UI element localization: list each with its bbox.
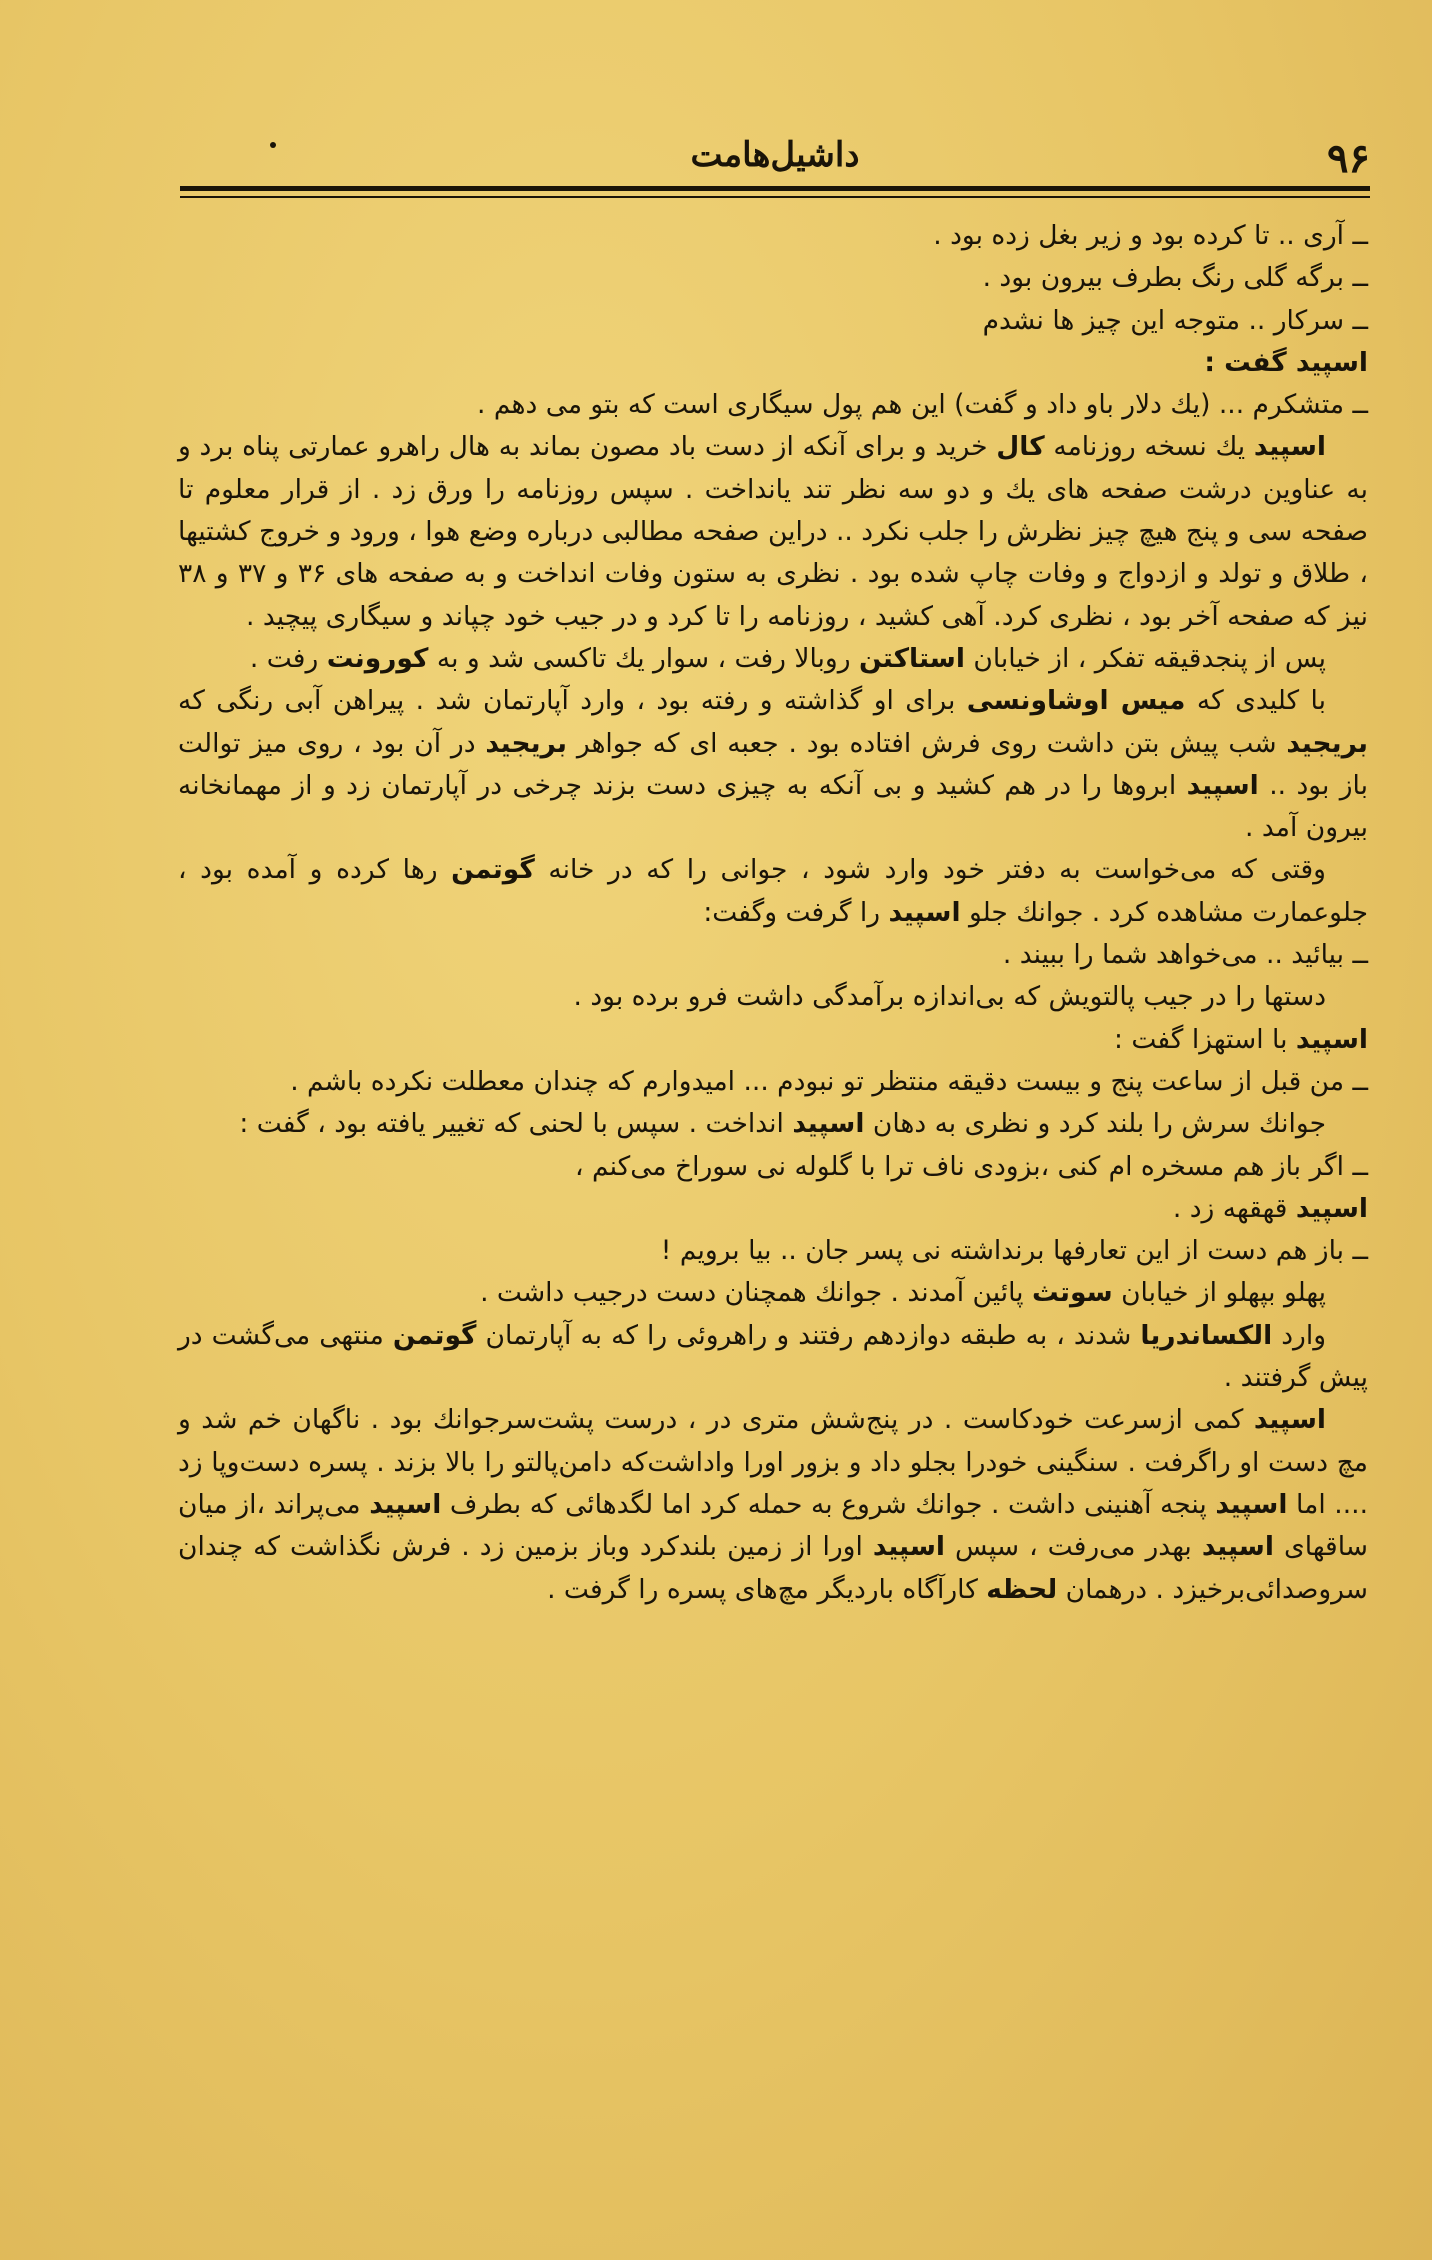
body-text bbox=[178, 215, 1368, 1611]
bold-name-text: گفت : bbox=[1204, 346, 1296, 378]
paragraph bbox=[178, 680, 1368, 849]
paragraph bbox=[178, 1399, 1368, 1610]
paragraph-text: روبالا رفت ، سوار یك تاکسی شد و به bbox=[428, 642, 859, 674]
paragraph bbox=[178, 384, 1368, 426]
bold-name-text: بریجید bbox=[1286, 727, 1368, 759]
paragraph-text: ــ برگه گلی رنگ بطرف بیرون بود . bbox=[982, 262, 1368, 294]
paragraph-text: با استهزا گفت : bbox=[1114, 1023, 1296, 1055]
bold-name-text: گوتمن bbox=[392, 1319, 477, 1351]
bold-name-text: کال bbox=[996, 431, 1045, 463]
bold-name-text: اسپید bbox=[1253, 1404, 1326, 1436]
bold-name-text: اسپید bbox=[1295, 1023, 1368, 1055]
paragraph-text: یك نسخه روزنامه bbox=[1044, 431, 1254, 463]
paragraph-text: کارآگاه باردیگر مچ‌های پسره را گرفت . bbox=[547, 1573, 987, 1605]
paragraph-text: ــ من قبل از ساعت پنج و بیست دقیقه منتظر تو نبودم ... امیدوارم که چندان معطلت نکرده باشم . bbox=[290, 1065, 1368, 1097]
paragraph-text: ــ سرکار .. متوجه این چیز ها نشدم bbox=[982, 304, 1368, 336]
bold-name-text: اسپید bbox=[1201, 1531, 1274, 1563]
paragraph bbox=[178, 1315, 1368, 1400]
bold-name-text: اسپید bbox=[792, 1108, 865, 1140]
paragraph-text: ــ باز هم دست از این تعارفها برنداشته نی پسر جان .. بیا برویم ! bbox=[660, 1235, 1368, 1267]
bold-name-text: اسپید bbox=[1215, 1488, 1288, 1520]
paragraph-text: پنجه آهنینی داشت . جوانك شروع به حمله کرد اما لگدهائی که بطرف bbox=[441, 1488, 1216, 1520]
paragraph bbox=[178, 300, 1368, 342]
paragraph bbox=[178, 849, 1368, 934]
paragraph bbox=[178, 215, 1368, 257]
paragraph-text: اورا از زمین بلندکرد وباز بزمین زد . فرش نگذاشت که چندان سروصدائی‌برخیزد . درهمان bbox=[178, 1531, 1368, 1605]
paragraph-text: وقتی که می‌خواست به دفتر خود وارد شود ، جوانی را که در خانه bbox=[534, 854, 1326, 886]
header-rule-thick bbox=[180, 186, 1370, 191]
paragraph bbox=[178, 934, 1368, 976]
paragraph-text: با کلیدی که bbox=[1185, 685, 1326, 717]
paragraph bbox=[178, 1230, 1368, 1272]
bold-name-text: لحظه bbox=[986, 1573, 1058, 1605]
paragraph bbox=[178, 1188, 1368, 1230]
paragraph-text: ــ اگر باز هم مسخره ام کنی ،بزودی ناف ترا با گلوله نی سوراخ می‌کنم ، bbox=[575, 1150, 1368, 1182]
paragraph bbox=[178, 1272, 1368, 1314]
paragraph-text: پائین آمدند . جوانك همچنان دست درجیب داشت . bbox=[480, 1277, 1032, 1309]
paragraph-text: قهقهه زد . bbox=[1172, 1192, 1296, 1224]
paragraph bbox=[178, 426, 1368, 637]
paragraph-text: ــ بیائید .. می‌خواهد شما را ببیند . bbox=[1002, 939, 1368, 971]
paragraph-text: انداخت . سپس با لحنی که تغییر یافته بود ، گفت : bbox=[239, 1108, 793, 1140]
paragraph bbox=[178, 1103, 1368, 1145]
paragraph-text: شدند ، به طبقه دوازدهم رفتند و راهروئی را که به آپارتمان bbox=[476, 1319, 1141, 1351]
paragraph-text: بهدر می‌رفت ، سپس bbox=[944, 1531, 1202, 1563]
paragraph-text: برای او گذاشته و رفته بود ، وارد آپارتمان شد . پیراهن آبی رنگی که bbox=[178, 685, 967, 717]
paragraph bbox=[178, 976, 1368, 1018]
paragraph-text: دستها را در جیب پالتویش که بی‌اندازه برآمدگی داشت فرو برده بود . bbox=[573, 981, 1326, 1013]
bold-name-text: اسپید bbox=[1253, 431, 1326, 463]
page-header bbox=[180, 135, 1370, 185]
paragraph-text: خرید و برای آنکه از دست باد مصون بماند به هال راهرو عمارتی پناه برد و به عناوین درشت صفحه های یك و دو سه نظر تند یانداخت . سپس روزنامه را ورق زد . از قرار معلوم تا صفحه سی و پنج هیچ چیز نظرش را جلب نکرد .. دراین صفحه مطالبی درباره وضع هوا ، ورود و خروج کشتیها ، طلاق و تولد و ازدواج و وفات چاپ شده بود . نظری به ستون وفات انداخت و به صفحه های ۳۶ و ۳۷ و ۳۸ نیز که صفحه آخر بود ، نظری کرد. آهی کشید ، روزنامه را تا کرد و در جیب خود چپاند و سیگاری پیچید . bbox=[178, 431, 1368, 632]
paragraph bbox=[178, 638, 1368, 680]
bold-name-text: بریجید bbox=[485, 727, 567, 759]
paragraph bbox=[178, 1019, 1368, 1061]
paragraph bbox=[178, 1146, 1368, 1188]
bold-name-text: اسپید bbox=[369, 1488, 442, 1520]
paragraph-text: منتهی می‌گشت در پیش گرفتند . bbox=[178, 1319, 1368, 1394]
paragraph-text: پس از پنجدقیقه تفکر ، از خیابان bbox=[964, 642, 1326, 674]
bold-name-text: اسپید bbox=[872, 1531, 945, 1563]
paragraph-text: کمی ازسرعت خودکاست . در پنج‌شش متری در ، درست پشت‌سرجوانك بود . ناگهان خم شد و مچ دست او راگرفت . سنگینی خودرا بجلو داد و بزور اورا واداشت‌که دامن‌پالتو را بالا بزند . پسره دست‌وپا زد .... اما bbox=[178, 1404, 1368, 1520]
paragraph bbox=[178, 342, 1368, 384]
bold-name-text: اسپید bbox=[1186, 769, 1259, 801]
paragraph bbox=[178, 257, 1368, 299]
bold-name-text: اسپید bbox=[1295, 346, 1368, 378]
header-rule-thin bbox=[180, 196, 1370, 198]
paragraph-text: ــ آری .. تا کرده بود و زیر بغل زده بود . bbox=[933, 220, 1368, 251]
paragraph-text: وارد bbox=[1272, 1319, 1327, 1351]
bold-name-text: کورونت bbox=[326, 642, 429, 674]
bold-name-text: اسپید bbox=[888, 896, 961, 928]
paragraph-text: در آن بود ، روی میز توالت باز بود .. bbox=[178, 727, 1368, 801]
paragraph-text: ابروها را در هم کشید و بی آنکه به چیزی دست بزند چرخی در آپارتمان زد و از مهمانخانه بیرون آمد . bbox=[178, 769, 1368, 844]
paragraph-text: پهلو بپهلو از خیابان bbox=[1112, 1277, 1326, 1309]
paragraph-text: جوانك سرش را بلند کرد و نظری به دهان bbox=[864, 1108, 1326, 1140]
bold-name-text: استاکتن bbox=[858, 642, 965, 674]
bold-name-text: سوتث bbox=[1031, 1277, 1113, 1309]
paragraph-text: رفت . bbox=[249, 642, 327, 674]
paragraph-text: می‌پراند ،از میان ساقهای bbox=[178, 1488, 1368, 1563]
bold-name-text: الکساندریا bbox=[1140, 1319, 1273, 1351]
bold-name-text: میس اوشاونسی bbox=[966, 685, 1186, 717]
bold-name-text: اسپید bbox=[1295, 1192, 1368, 1224]
running-title: داشیل‌هامت bbox=[690, 135, 860, 175]
paragraph bbox=[178, 1061, 1368, 1103]
paragraph-text: رها کرده و آمده بود ، جلوعمارت مشاهده کرد . جوانك جلو bbox=[178, 854, 1368, 928]
paragraph-text: شب پیش بتن داشت روی فرش افتاده بود . جعبه ای که جواهر bbox=[566, 727, 1287, 759]
paragraph-text: ــ متشکرم ... (یك دلار باو داد و گفت) این هم پول سیگاری است که بتو می دهم . bbox=[477, 389, 1368, 421]
paragraph-text: را گرفت وگفت: bbox=[703, 896, 889, 928]
page-number: ۹۶ bbox=[1327, 135, 1370, 182]
bold-name-text: گوتمن bbox=[451, 854, 535, 886]
